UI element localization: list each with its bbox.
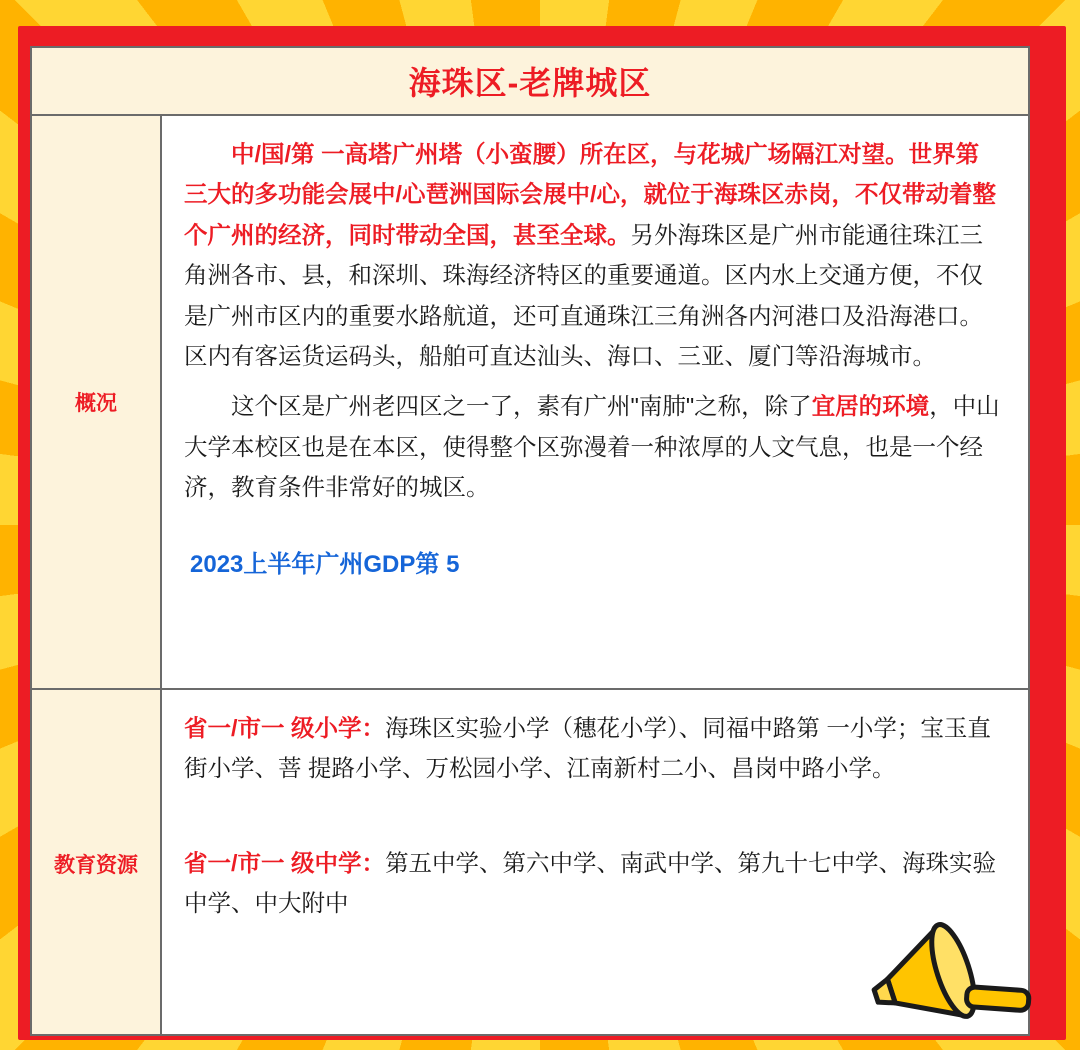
info-card (30, 46, 1030, 1036)
overview-p2-highlight: 宜居的环境 (811, 393, 930, 420)
overview-paragraph-1 (184, 134, 1002, 376)
card-title-row (32, 48, 1028, 116)
overview-text-black: 另外海珠区是广州市能通往珠江三角洲各市、县，和深圳、珠海经济特区的重要通道。区内水上交通方便，不仅是广州市区内的重要水路航道，还可直通珠江三角洲各内河港口及沿海港口。区内有客运货运码头，船舶可直达汕头、海口、三亚、厦门等沿海城市。 (184, 221, 983, 370)
row-label-overview: 概况 (32, 116, 162, 688)
page-title: 海珠区-老牌城区 (408, 65, 652, 101)
secondary-schools-value: 第五中学、第六中学、南武中学、第九十七中学、海珠实验中学、中大附中 (184, 849, 997, 917)
section-education (32, 688, 1028, 1036)
overview-highlight-red: 中/国/第 一高塔广州塔（小蛮腰）所在区，与花城广场隔江对望。世界第三大的多功能会展中/心琶洲国际会展中/心，就位于海珠区赤岗，不仅带动着整个广州的经济，同时带动全国，甚至全球。 (184, 141, 997, 248)
primary-schools-block (184, 708, 1002, 789)
overview-paragraph-2 (184, 386, 1002, 507)
secondary-schools-block (184, 843, 1002, 924)
primary-schools-key: 省一/市一 级小学： (184, 715, 386, 741)
row-label-education: 教育资源 (32, 690, 162, 1036)
overview-p2-part-b: ，中山大学本校区也是在本区，使得整个区弥漫着一种浓厚的人文气息，也是一个经济，教育条件非常好的城区。 (184, 393, 1000, 501)
primary-schools-value: 海珠区实验小学（穗花小学）、同福中路第 一小学；宝玉直街小学、菩 提路小学、万松园小学、江南新村二小、昌岗中路小学。 (184, 715, 991, 782)
overview-p2-part-a: 这个区是广州老四区之一了，素有广州"南肺"之称，除了 (231, 393, 812, 420)
education-content (162, 690, 1028, 1036)
secondary-schools-key: 省一/市一 级中学： (184, 849, 386, 876)
section-overview (32, 116, 1028, 688)
gdp-rank-note: 2023上半年广州GDP第 5 (190, 550, 460, 578)
overview-content (162, 116, 1028, 688)
